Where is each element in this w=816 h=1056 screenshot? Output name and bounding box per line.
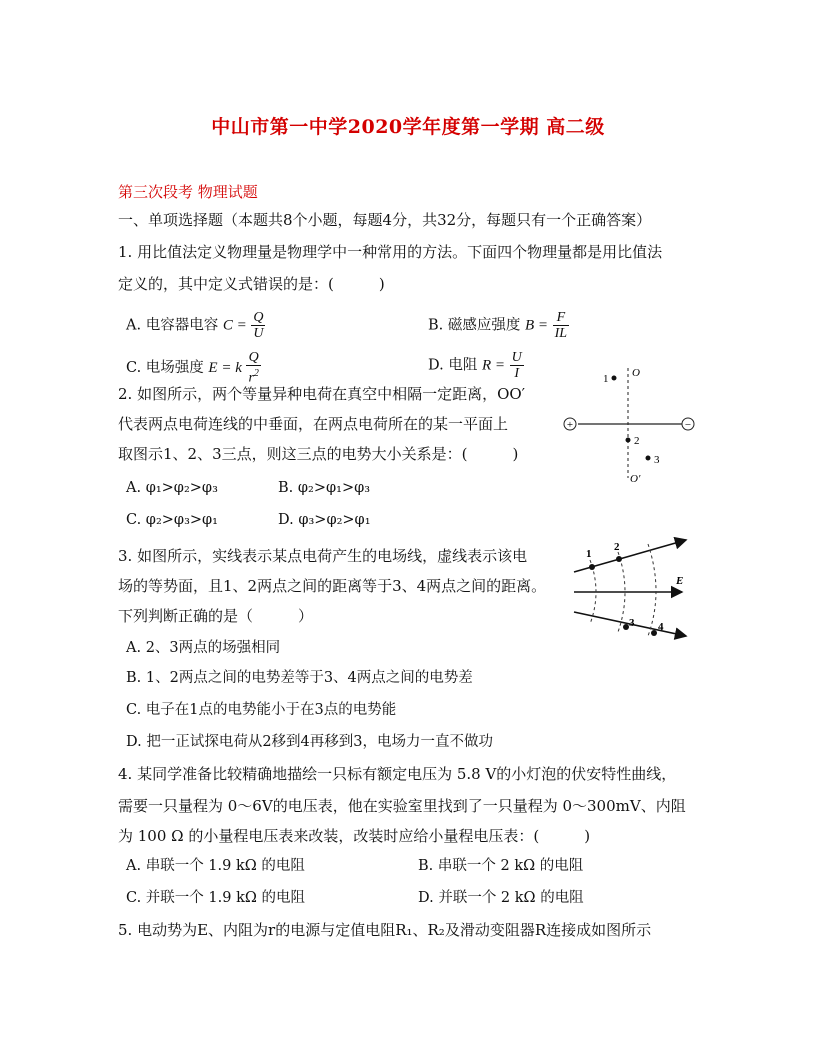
q1-option-b-label: B. 磁感应强度 [428,317,521,334]
q1-option-a-label: A. 电容器电容 [126,317,219,334]
q3-option-b: B. 1、2两点之间的电势差等于3、4两点之间的电势差 [126,670,473,686]
point-2-label: 2 [634,435,640,447]
positive-charge-sign: + [566,419,574,431]
q1-stem-line1: 1. 用比值法定义物理量是物理学中一种常用的方法。下面四个物理量都是用比值法 [118,243,663,261]
document-subtitle: 第三次段考 物理试题 [118,183,258,201]
q2-option-a: A. φ₁>φ₂>φ₃ [126,480,218,496]
q3-option-c: C. 电子在1点的电势能小于在3点的电势能 [126,702,397,718]
o-top-label: O [632,367,640,379]
q1-option-a-fraction: $\frac{Q}{U}$ [253,310,264,341]
point-2-dot [626,438,631,443]
point-1-label: 1 [603,373,609,385]
q2-option-b: B. φ₂>φ₁>φ₃ [278,480,371,496]
q1-option-c-label: C. 电场强度 [126,359,204,376]
point-2-dot [616,556,622,562]
o-bottom-label: O′ [630,473,641,485]
q1-option-d [428,350,524,381]
q3-stem-line1: 3. 如图所示，实线表示某点电荷产生的电场线，虚线表示该电 [118,547,528,565]
field-e-label: E [676,575,684,587]
q4-option-a: A. 串联一个 1.9 kΩ 的电阻 [126,858,305,874]
point-1-dot [589,564,595,570]
q4-stem-line1: 4. 某同学准备比较精确地描绘一只标有额定电压为 5.8 V的小灯泡的伏安特性曲线， [118,765,677,783]
q3-option-d: D. 把一正试探电荷从2移到4再移到3，电场力一直不做功 [126,734,494,750]
q5-stem-line1: 5. 电动势为E、内阻为r的电源与定值电阻R₁、R₂及滑动变阻器R连接成如图所示 [118,921,652,939]
point-2-label: 2 [614,541,620,553]
q1-option-c-lhs: E = k [208,359,242,376]
q2-figure [556,362,706,492]
q2-stem-line2: 代表两点电荷连线的中垂面，在两点电荷所在的某一平面上 [118,415,509,433]
point-4-dot [651,630,657,636]
q1-stem-line2: 定义的，其中定义式错误的是：( ) [118,275,385,293]
q4-stem-line2: 需要一只量程为 0～6V的电压表，他在实验室里找到了一只量程为 0～300mV、内阻 [118,797,686,815]
document-title: 中山市第一中学2020学年度第一学期 高二级 [211,116,605,138]
q2-option-d: D. φ₃>φ₂>φ₁ [278,512,371,528]
q1-option-d-lhs: R = [481,357,505,374]
q1-option-c-fraction: $\frac{Q}{r^2}$ [248,350,259,386]
q1-option-a-lhs: C = [222,317,247,334]
equipotential-3 [648,544,656,636]
q2-stem-line1: 2. 如图所示，两个等量异种电荷在真空中相隔一定距离，OO′ [118,385,526,403]
q4-stem-line3: 为 100 Ω 的小量程电压表来改装，改装时应给小量程电压表：( ) [118,827,591,845]
q1-option-c [126,350,261,386]
negative-charge-sign: − [684,419,692,431]
point-3-dot [646,456,651,461]
q4-option-c: C. 并联一个 1.9 kΩ 的电阻 [126,890,305,906]
q2-option-c: C. φ₂>φ₃>φ₁ [126,512,218,528]
q3-stem-line3: 下列判断正确的是（ ） [118,607,314,625]
section-heading: 一、单项选择题（本题共8个小题，每题4分，共32分，每题只有一个正确答案） [118,211,652,229]
q1-option-d-fraction: $\frac{U}{I}$ [511,350,522,381]
q4-option-d: D. 并联一个 2 kΩ 的电阻 [418,890,584,906]
q4-option-b: B. 串联一个 2 kΩ 的电阻 [418,858,584,874]
point-3-label: 3 [629,617,635,629]
point-4-label: 4 [658,621,664,633]
q2-stem-line3: 取图示1、2、3三点，则这三点的电势大小关系是：( ) [118,445,519,463]
q3-option-a: A. 2、3两点的场强相同 [126,640,281,656]
q3-figure [568,532,692,646]
q1-option-b-lhs: B = [524,317,549,334]
q1-option-b-fraction: $\frac{F}{IL}$ [554,310,568,341]
q3-stem-line2: 场的等势面，且1、2两点之间的距离等于3、4两点之间的距离。 [118,577,547,595]
q1-option-a [126,310,265,341]
point-3-label: 3 [654,454,660,466]
q1-option-b [428,310,569,341]
point-1-dot [612,376,617,381]
q1-option-d-label: D. 电阻 [428,357,478,374]
point-1-label: 1 [586,548,592,560]
